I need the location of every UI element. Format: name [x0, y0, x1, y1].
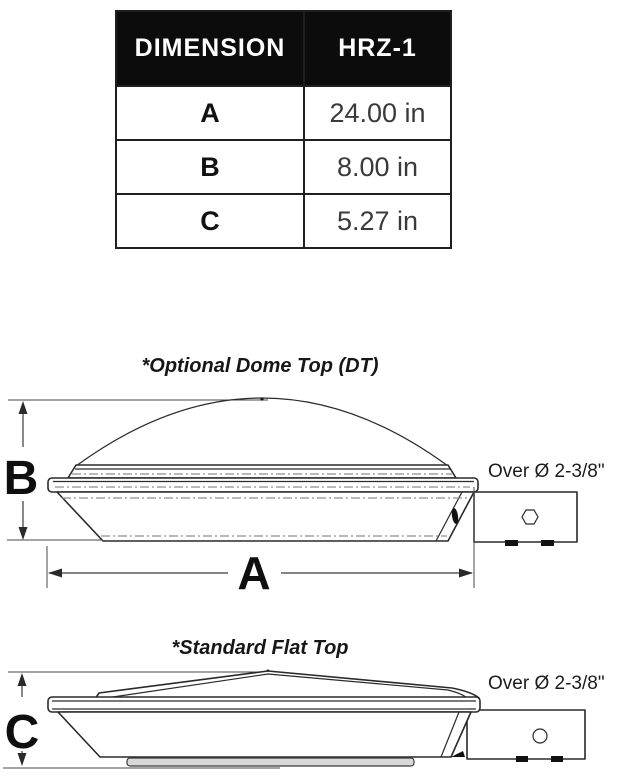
bottom-lens-plate: [127, 758, 414, 766]
dimension-label-a: A: [116, 86, 304, 140]
fixture-brim: [48, 478, 478, 492]
a-dimension-label: A: [237, 547, 271, 599]
b-dimension-label: B: [3, 452, 39, 505]
table-row-b: [116, 140, 451, 194]
dome-arc: [76, 398, 448, 466]
flat-top-title: *Standard Flat Top: [171, 637, 349, 659]
dome-top-diagram: [0, 350, 620, 600]
arm-set-screw-right: [541, 540, 554, 546]
b-arrow-up: [19, 401, 28, 414]
table-row-a: [116, 86, 451, 140]
dome-ring: [68, 465, 456, 478]
dimension-label-c: C: [116, 194, 304, 248]
a-arrow-right: [459, 569, 473, 578]
b-arrow-down: [19, 527, 28, 540]
dimension-value-b: 8.00 in: [304, 140, 451, 194]
fixture-body: [57, 492, 474, 541]
dimension-label-b: B: [116, 140, 304, 194]
flat-top-roof: [95, 671, 479, 699]
dome-top-mount-note: Over Ø 2-3/8": [488, 461, 605, 482]
c-dimension: [5, 673, 40, 766]
arm-set-screw-right-flat: [551, 756, 563, 762]
dimension-value-a: 24.00 in: [304, 86, 451, 140]
fixture-brim-flat: [48, 697, 480, 712]
table-header-row: [116, 11, 451, 86]
dome-top-title: *Optional Dome Top (DT): [141, 355, 379, 377]
arm-set-screw-left: [505, 540, 518, 546]
c-arrow-up: [18, 673, 27, 686]
c-dimension-label: C: [4, 706, 40, 759]
flat-top-diagram: [0, 662, 620, 780]
flat-top-mount-note: Over Ø 2-3/8": [488, 673, 605, 694]
b-dimension: [4, 401, 39, 540]
col-header-hrz1: HRZ-1: [304, 11, 451, 86]
arm-set-screw-left-flat: [516, 756, 528, 762]
col-header-dimension: DIMENSION: [116, 11, 304, 86]
dimension-table: [115, 10, 452, 249]
dimension-value-c: 5.27 in: [304, 194, 451, 248]
mounting-arm: [474, 492, 577, 546]
mounting-arm-flat: [467, 710, 585, 762]
table-row-c: [116, 194, 451, 248]
fixture-body-flat: [58, 712, 471, 757]
a-arrow-left: [48, 569, 62, 578]
